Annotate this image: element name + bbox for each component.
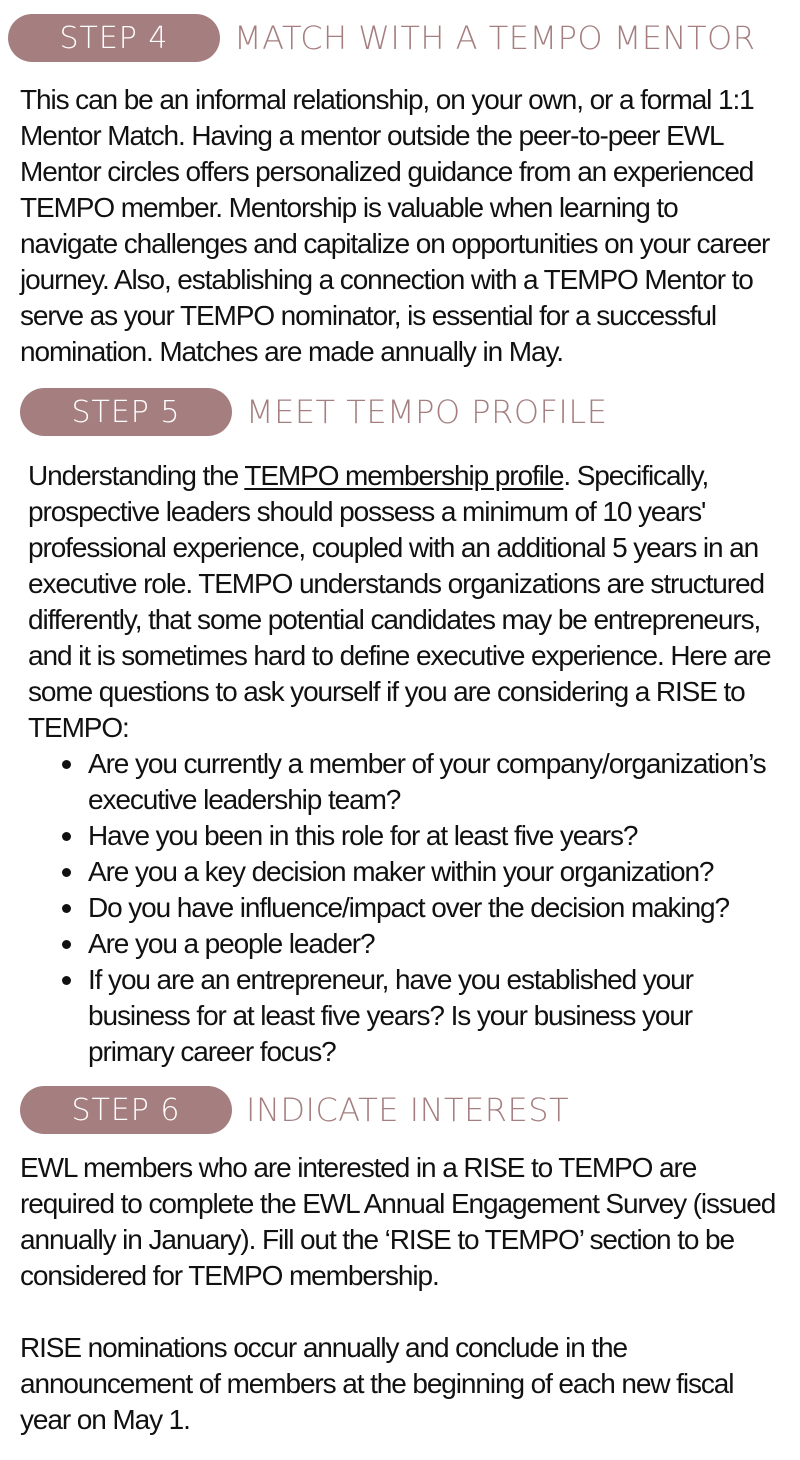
question-text: Have you been in this role for at least five years?: [88, 820, 638, 851]
step-6-title: INDICATE INTEREST: [246, 1091, 570, 1129]
bullet-icon: [62, 868, 71, 877]
bullet-icon: [62, 976, 71, 985]
step-6-body-2: RISE nominations occur annually and conclude in the announcement of members at the beginning of each new fiscal year on May 1.: [20, 1332, 734, 1435]
step-6-header: [20, 1086, 569, 1134]
step-5-question-list: [58, 746, 784, 1070]
step-5-pill: STEP 5: [20, 388, 232, 436]
bullet-icon: [62, 904, 71, 913]
bullet-icon: [62, 760, 71, 769]
question-text: Are you a key decision maker within your organization?: [88, 856, 714, 887]
step-4-header: [8, 14, 755, 62]
bullet-icon: [62, 940, 71, 949]
step-5-intro-before: Understanding the: [28, 460, 245, 491]
question-item: [58, 854, 784, 890]
step-4-pill: STEP 4: [8, 14, 220, 62]
step-4-body: This can be an informal relationship, on your own, or a formal 1:1 Mentor Match. Having a mentor outside the peer-to-peer EWL Mentor circles offers personalized guidance from an experienced TEMPO member. Mentorship is valuable when learning to navigate challenges and capitalize on opportunities on your career journey. Also, establishing a connection with a TEMPO Mentor to serve as your TEMPO nominator, is essential for a successful nomination. Matches are made annually in May.: [20, 84, 770, 367]
step-5-intro-after: . Specifically, prospective leaders should possess a minimum of 10 years' professional experience, coupled with an additional 5 years in an executive role. TEMPO understands organizations are structured differently, that some potential candidates may be entrepreneurs, and it is sometimes hard to define executive experience. Here are some questions to ask yourself if you are considering a RISE to TEMPO:: [28, 460, 771, 743]
step-5-intro: [28, 458, 780, 746]
step-6-body-1: EWL members who are interested in a RISE to TEMPO are required to complete the EWL Annual Engagement Survey (issued annually in January). Fill out the ‘RISE to TEMPO’ section to be considered for TEMPO membership.: [20, 1152, 776, 1291]
step-5-header: [20, 388, 607, 436]
question-item: [58, 818, 784, 854]
step-6-pill: STEP 6: [20, 1086, 232, 1134]
step-4-title: MATCH WITH A TEMPO MENTOR: [234, 19, 756, 57]
question-item: [58, 890, 784, 926]
question-text: If you are an entrepreneur, have you established your business for at least five years? Is your business your primary career focus?: [88, 964, 693, 1067]
step-5-title: MEET TEMPO PROFILE: [246, 393, 608, 431]
bullet-icon: [62, 832, 71, 841]
question-item: [58, 962, 784, 1070]
question-text: Are you a people leader?: [88, 928, 375, 959]
question-text: Are you currently a member of your company/organization’s executive leadership team?: [88, 748, 766, 815]
question-item: [58, 746, 784, 818]
question-item: [58, 926, 784, 962]
question-text: Do you have influence/impact over the decision making?: [88, 892, 729, 923]
tempo-membership-profile-link[interactable]: TEMPO membership profile: [244, 460, 564, 491]
